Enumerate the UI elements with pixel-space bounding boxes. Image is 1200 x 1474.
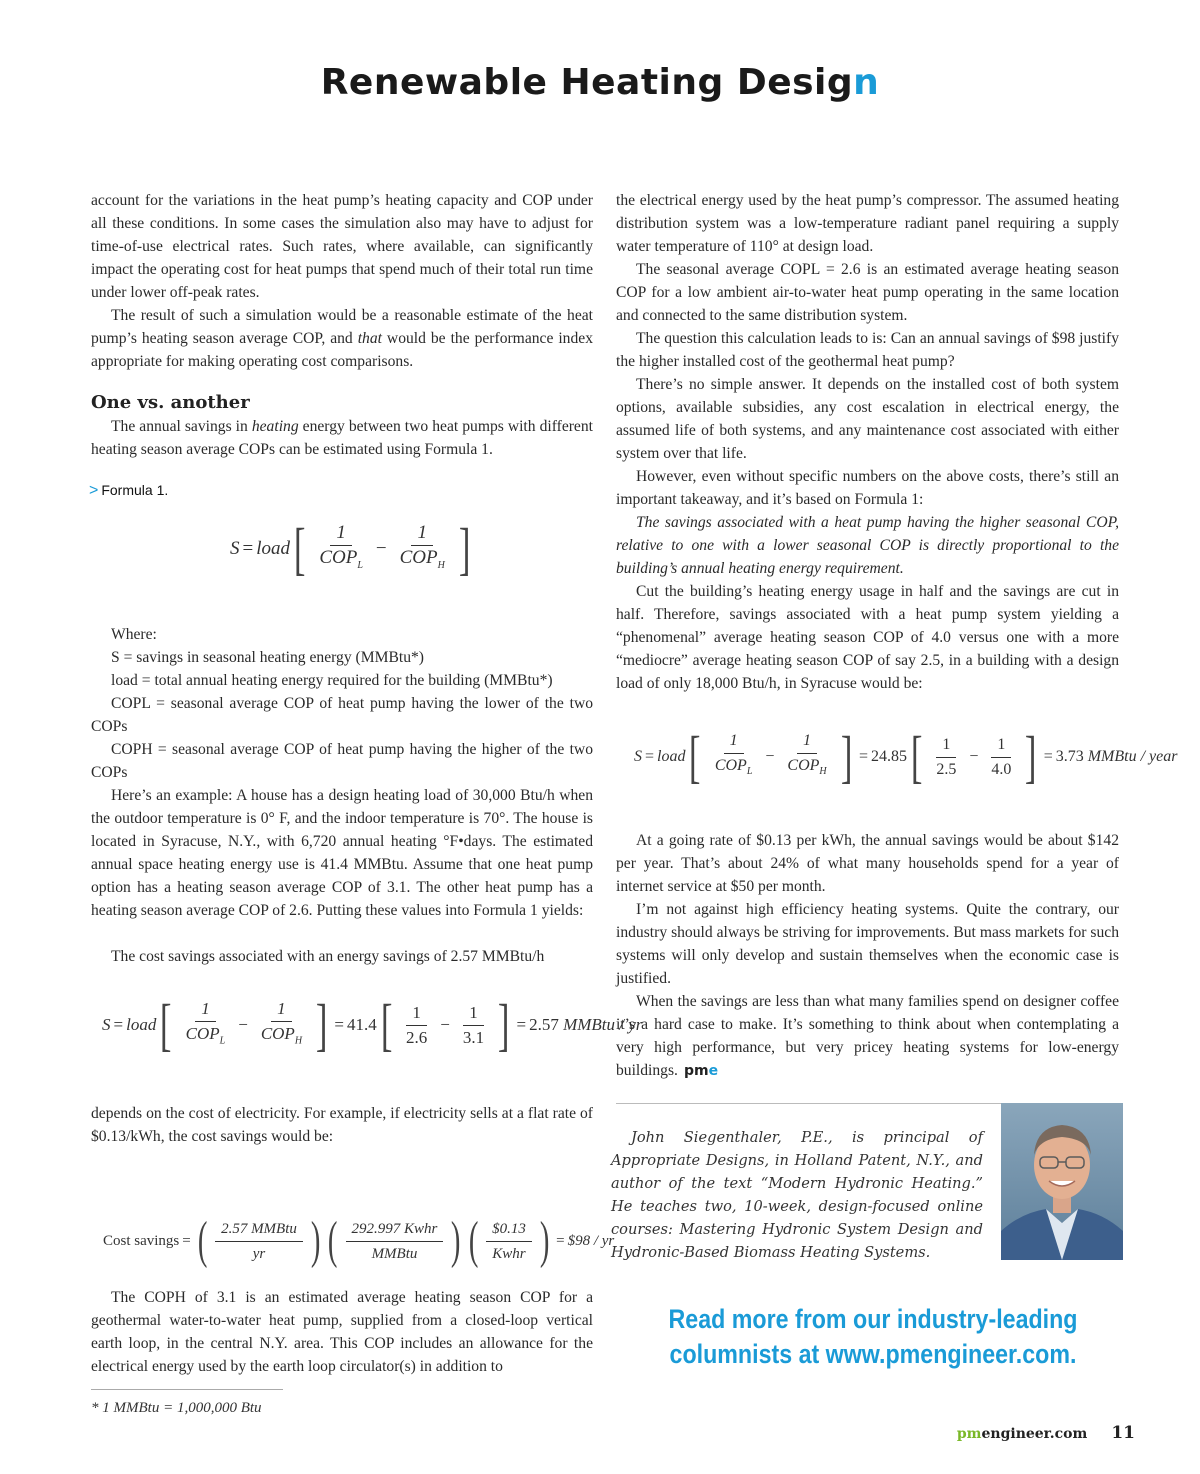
equation-2: S = load [ $\frac{1}{COP_L}$ − $\frac{1}{COP_H}$ ] = 41.4 [ $\frac{1}{2.6}$ − $\frac{1}{3.1}$ ] = 2.57 MMBtu / yr — [102, 992, 643, 1057]
formula-label: > Formula 1. — [89, 482, 169, 499]
page-number: 11 — [1111, 1423, 1135, 1443]
page-title: Renewable Heating Design — [320, 62, 880, 103]
equation-4: S = load [ $\frac{1}{COP_L}$ − $\frac{1}{COP_H}$ ] = 24.85 [ $\frac{1}{2.5}$ − $\frac{1}{4.0}$ ] = 3.73 MMBtu / year — [634, 724, 1178, 789]
column-left-bottom — [91, 1286, 593, 1378]
paragraph: The result of such a simulation would be a reasonable estimate of the heat pump’s heating season average COP, and that would be the performance index appropriate for making operating cost comparisons. — [91, 307, 593, 370]
chevron-right-icon: > — [89, 482, 99, 499]
equation-3: Cost savings = ( $\frac{\text{2.57 MMBtu}}{yr}$ ) ( $\frac{\text{292.997 Kwhr}}{\text{MMBtu}}$ ) ( $\frac{\$0.13}{\text{Kwhr}}$ ) = $98 / yr — [103, 1212, 615, 1269]
paragraph: Cut the building’s heating energy usage in half and the savings are cut in half. Therefore, savings associated with a heat pump system yielding a “phenomenal” average heating season COP of 4.0 versus one with a more “mediocre” average heating season COP of say 2.5, in a building with a design load of only 18,000 Btu/h, in Syracuse would be: — [616, 583, 1119, 692]
paragraph: The question this calculation leads to is: Can an annual savings of $98 justify the higher installed cost of the geothermal heat pump? — [616, 330, 1119, 370]
column-left-top — [91, 189, 593, 461]
author-photo — [1001, 1103, 1123, 1260]
footnote-divider — [91, 1389, 283, 1390]
paragraph: account for the variations in the heat pump’s heating capacity and COP under all these conditions. In some cases the simulation also may have to adjust for time-of-use electrical rates. Such rates, where available, can significantly impact the operating cost for heat pumps that spend much of their total run time under lower off-peak rates. — [91, 192, 593, 301]
paragraph: The seasonal average COPL = 2.6 is an estimated average heating season COP for a low ambient air-to-water heat pump operating in the same location and connected to the same distribution system. — [616, 261, 1119, 324]
paragraph: The cost savings associated with an energy savings of 2.57 MMBtu/h — [111, 948, 545, 965]
definition: S = savings in seasonal heating energy (MMBtu*) — [111, 649, 424, 666]
paragraph: There’s no simple answer. It depends on the installed cost of both system options, available subsidies, any cost escalation in electrical energy, the assumed life of both systems, and any maintenance cost associated with either system over that life. — [616, 376, 1119, 462]
author-bio: John Siegenthaler, P.E., is principal of Appropriate Designs, in Holland Patent, N.Y., and author of the text “Modern Hydronic Heating.” He teaches two, 10-week, design-focused online courses: Mastering Hydronic System Design and Hydronic-Based Biomass Heating Systems. — [611, 1129, 983, 1261]
page-footer — [957, 1423, 1135, 1443]
column-right-lower — [616, 829, 1119, 1083]
paragraph: the electrical energy used by the heat pump’s compressor. The assumed heating distribution system was a low-temperature radiant panel requiring a supply water temperature of 110° at design load. — [616, 192, 1119, 255]
paragraph: The annual savings in heating energy between two heat pumps with different heating season average COPs can be estimated using Formula 1. — [91, 418, 593, 458]
pme-end-mark: pme — [683, 1063, 719, 1079]
column-left-lower — [91, 1102, 593, 1148]
paragraph: However, even without specific numbers on the above costs, there’s still an important takeaway, and it’s based on Formula 1: — [616, 468, 1119, 508]
paragraph: When the savings are less than what many families spend on designer coffee it’s a hard case to make. It’s something to think about when contemplating a very high performance, but very pricey heating systems for low-energy buildings. pme — [616, 993, 1119, 1079]
paragraph: Where: — [111, 626, 157, 643]
paragraph: The savings associated with a heat pump having the higher seasonal COP, relative to one with a lower seasonal COP is directly proportional to the building’s annual heating energy requirement. — [616, 514, 1119, 577]
paragraph: The COPH of 3.1 is an estimated average heating season COP for a geothermal water-to-water heat pump, supplied from a closed-loop vertical earth loop, in the central N.Y. area. This COP includes an allowance for the electrical energy used by the earth loop circulator(s) in addition to — [91, 1289, 593, 1375]
definition: load = total annual heating energy required for the building (MMBtu*) — [111, 672, 553, 689]
promo-callout[interactable]: Read more from our industry-leading columnists at www.pmengineer.com. — [668, 1304, 1078, 1369]
column-right-top — [616, 189, 1119, 695]
column-left-middle — [91, 623, 593, 968]
bio-divider — [616, 1103, 1006, 1104]
formula-1: S = load [ $\frac{1}{COP_L}$ − $\frac{1}{COP_H}$ ] — [230, 516, 471, 581]
paragraph: I’m not against high efficiency heating systems. Quite the contrary, our industry should always be striving for improvements. But mass markets for such systems will only develop and sustain themselves when the economic case is justified. — [616, 901, 1119, 987]
site-url[interactable]: pmengineer.com — [956, 1426, 1088, 1442]
definition: COPL = seasonal average COP of heat pump having the lower of the two COPs — [91, 695, 593, 735]
footnote: * 1 MMBtu = 1,000,000 Btu — [91, 1400, 262, 1416]
paragraph: depends on the cost of electricity. For example, if electricity sells at a flat rate of $0.13/kWh, the cost savings would be: — [91, 1105, 593, 1145]
definition: COPH = seasonal average COP of heat pump having the higher of the two COPs — [91, 741, 593, 781]
paragraph: At a going rate of $0.13 per kWh, the annual savings would be about $142 per year. That’s about 24% of what many households spend for a year of internet service at $50 per month. — [616, 832, 1119, 895]
paragraph: Here’s an example: A house has a design heating load of 30,000 Btu/h when the outdoor temperature is 0° F, and the indoor temperature is 70°. The house is located in Syracuse, N.Y., with 6,720 annual heating °F•days. The estimated annual space heating energy use is 41.4 MMBtu. Assume that one heat pump option has a heating season average COP of 3.1. The other heat pump has a heating season average COP of 2.6. Putting these values into Formula 1 yields: — [91, 787, 593, 919]
section-heading: One vs. another — [91, 392, 250, 413]
